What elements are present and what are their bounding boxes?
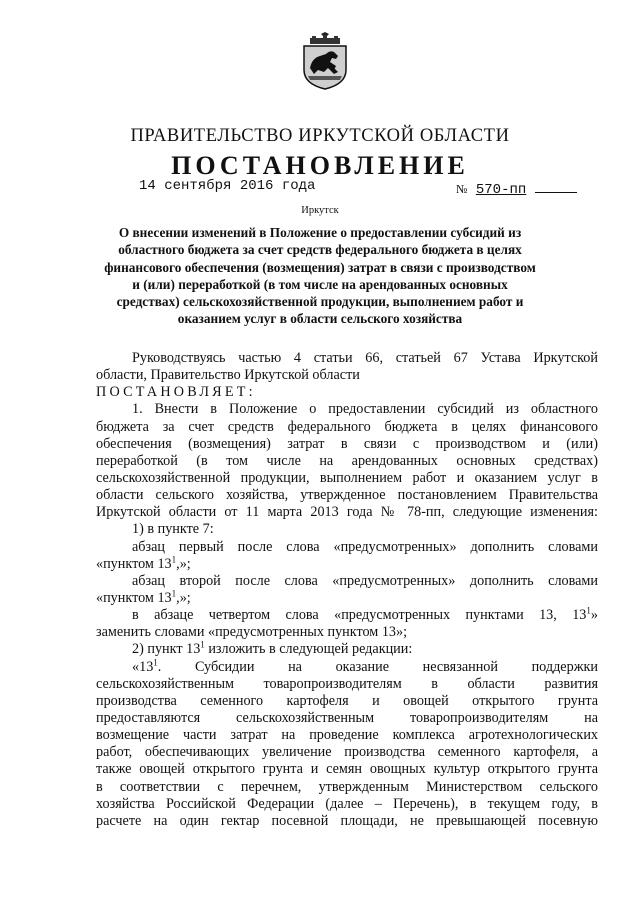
body-line: в соответствии с перечнем, утвержденным Министерством сельского xyxy=(96,778,598,795)
title-line: средствах) сельскохозяйственной продукции, выполнением работ и xyxy=(116,294,524,310)
body-line: 1) в пункте 7: xyxy=(132,521,214,538)
body-line: работ, обеспечивающих увеличение производства семенного картофеля, а xyxy=(96,744,598,761)
body-line: также овощей открытого грунта и семян овощных культур открытого грунта xyxy=(96,761,598,778)
body-line: Иркутской области от 11 марта 2013 года № 78-пп, следующие изменения: xyxy=(96,504,598,521)
body-line: абзац первый после слова «предусмотренных» дополнить словами xyxy=(132,538,598,555)
government-name: ПРАВИТЕЛЬСТВО ИРКУТСКОЙ ОБЛАСТИ xyxy=(130,126,510,146)
body-line: области сельского хозяйства, утвержденное постановлением Правительства xyxy=(96,487,598,504)
body-line: расчете на один гектар посевной площади, не превышающей посевную xyxy=(96,812,598,829)
body-line: производства семенного картофеля и овощей открытого грунта xyxy=(96,692,598,709)
document-title xyxy=(92,224,548,328)
document-date: 14 сентября 2016 года xyxy=(139,178,316,194)
body-line: обеспечения (возмещения) затрат в связи с производством и (или) xyxy=(96,435,598,452)
coat-of-arms-icon xyxy=(300,32,350,90)
body-line: сельскохозяйственным товаропроизводителям в области развития xyxy=(96,675,598,692)
decree-word: ПОСТАНОВЛЯЕТ: xyxy=(96,384,256,401)
document-type: ПОСТАНОВЛЕНИЕ xyxy=(171,151,469,180)
title-line: и (или) переработкой (в том числе на арендованных основных xyxy=(132,276,508,292)
body-line: Руководствуясь частью 4 статьи 66, статьей 67 Устава Иркутской xyxy=(132,350,598,366)
document-number xyxy=(456,180,577,198)
body-line: «пунктом $13^1$,»; xyxy=(96,553,191,572)
body-line: хозяйства Российской Федерации (далее – Перечень), в текущем году, в xyxy=(96,795,598,812)
body-line: возмещение части затрат на проведение комплекса агротехнологических xyxy=(96,727,598,744)
body-line: бюджета за счет средств федерального бюджета в целях финансового xyxy=(96,418,598,435)
body-line: переработкой (в том числе на арендованных основных средствах) xyxy=(96,452,598,469)
title-line: О внесении изменений в Положение о предоставлении субсидий из xyxy=(118,225,522,240)
document-body xyxy=(96,350,598,830)
body-line: предоставляются сельскохозяйственным товаропроизводителям на xyxy=(96,709,598,726)
body-line: 1. Внести в Положение о предоставлении субсидий из областного xyxy=(132,401,598,418)
title-line: оказанием услуг в области сельского хозяйства xyxy=(177,311,463,327)
body-line: «пунктом $13^1$,»; xyxy=(96,588,191,606)
body-line: в абзаце четвертом слова «предусмотренных пунктами 13, $13^1$» xyxy=(132,605,598,624)
body-line: заменить словами «предусмотренных пунктом 13»; xyxy=(96,624,408,641)
body-line: абзац второй после слова «предусмотренных» дополнить словами xyxy=(132,572,598,589)
title-line: финансового обеспечения (возмещения) затрат в связи с производством xyxy=(104,259,536,275)
title-line: областного бюджета за счет средств федерального бюджета в целях xyxy=(118,242,522,258)
body-line: «$13^1$. Субсидии на оказание несвязанной поддержки xyxy=(132,656,598,675)
document-city: Иркутск xyxy=(301,205,339,216)
number-sign: № xyxy=(456,182,468,196)
number-underline xyxy=(535,180,577,193)
body-line: 2) пункт $13^1$ изложить в следующей редакции: xyxy=(132,639,413,658)
body-line: области, Правительство Иркутской области xyxy=(96,367,360,384)
number-value: 570-пп xyxy=(475,182,527,198)
body-line: сельскохозяйственной продукции, выполнением работ и оказанием услуг в xyxy=(96,469,598,486)
